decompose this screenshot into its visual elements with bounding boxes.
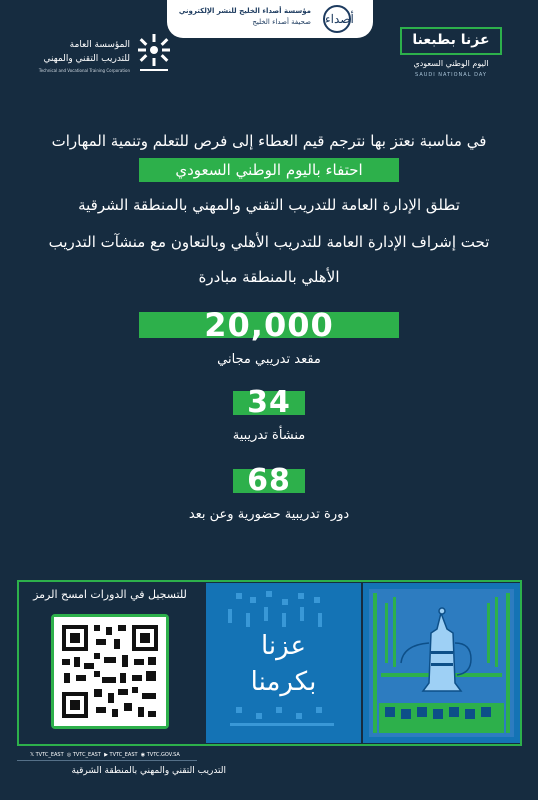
national-day-logo [400, 27, 502, 81]
social-handle-youtube[interactable]: TVTC_EAST [109, 752, 138, 758]
body-line-3: تحت إشراف الإدارة العامة للتدريب الأهلي وبالتعاون مع منشآت التدريب [48, 233, 490, 251]
social-handle-instagram[interactable]: TVTC_EAST [72, 752, 101, 758]
social-handle-x[interactable]: TVTC_EAST [35, 752, 64, 758]
national-day-slogan: عزنا بطبعنا [412, 32, 490, 48]
stat-courses-value: 68 [247, 463, 291, 498]
slogan-line1: عزنا [260, 631, 307, 661]
publisher-badge [167, 0, 373, 38]
slogan-line2: بكرمنا [250, 667, 317, 697]
stat-courses-label: دورة تدريبية حضورية وعن بعد [188, 507, 350, 522]
publisher-seal-icon: أصداء [323, 5, 351, 33]
tvtc-logo [34, 32, 174, 82]
highlight-box [139, 158, 399, 182]
tvtc-emblem-icon [134, 32, 174, 74]
slogan-panel [206, 583, 361, 743]
org-name-line1: المؤسسة العامة [69, 40, 130, 50]
website-link[interactable]: TVTC.GOV.SA [146, 752, 180, 758]
publisher-name: مؤسسة أصداء الخليج للنشر الإلكتروني [178, 7, 311, 15]
coffee-pot-panel [363, 583, 520, 743]
highlight-text: احتفاء باليوم الوطني السعودي [175, 161, 363, 179]
web-icon: ◉ [140, 752, 146, 758]
body-line-4: الأهلي بالمنطقة مبادرة [198, 268, 340, 286]
footer-divider [17, 760, 197, 761]
intro-text: في مناسبة نعتز بها نترجم قيم العطاء إلى فرص للتعلم وتنمية المهارات [51, 132, 487, 150]
national-day-en: SAUDI NATIONAL DAY [415, 72, 487, 78]
stat-facilities-value: 34 [247, 385, 291, 420]
youtube-icon: ▶ [104, 752, 108, 758]
qr-code-icon [54, 617, 166, 726]
body-line-2: تطلق الإدارة العامة للتدريب التقني والمهني بالمنطقة الشرقية [78, 196, 460, 214]
stat-facilities-label: منشأة تدريبية [232, 428, 306, 443]
instagram-icon: ◎ [66, 752, 72, 758]
publisher-newspaper: صحيفة أصداء الخليج [252, 18, 311, 26]
social-links [30, 752, 180, 758]
org-name-en: Technical and Vocational Training Corporation [38, 68, 130, 73]
registration-qr-code[interactable] [51, 614, 169, 729]
footer-org-region: التدريب التقني والمهني بالمنطقة الشرقية [71, 766, 226, 776]
x-icon: 𝕏 [30, 752, 35, 758]
national-day-title: اليوم الوطني السعودي [413, 59, 489, 68]
org-name-line2: للتدريب التقني والمهني [43, 54, 130, 64]
coffee-pot-icon [363, 583, 520, 743]
stat-seats-value: 20,000 [204, 306, 334, 344]
qr-title: للتسجيل في الدورات امسح الرمز [33, 588, 187, 601]
pattern-icon [206, 583, 361, 743]
stat-seats-label: مقعد تدريبي مجاني [217, 352, 321, 367]
